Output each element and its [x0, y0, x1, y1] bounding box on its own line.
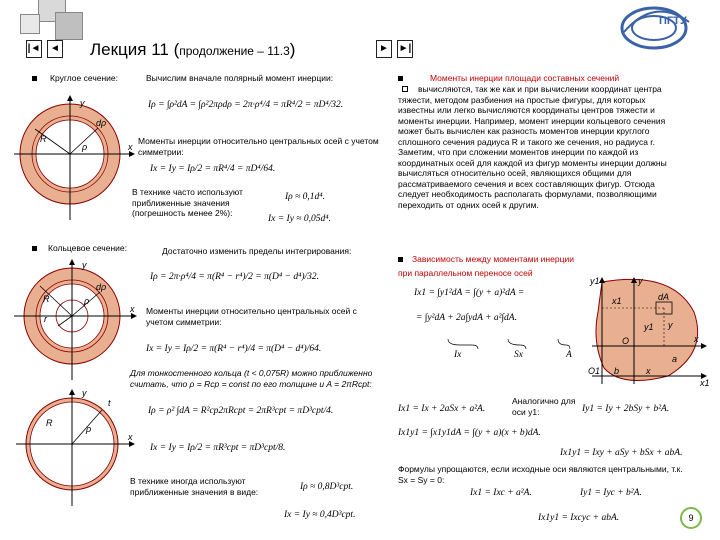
s2-intro-text: Достаточно изменить пределы интегрирования:	[162, 246, 352, 256]
s1-formula-polar: Iρ = ∫ρ²dA = ∫ρ²2πρdρ = 2π·ρ⁴/4 = πR⁴/2 = πD⁴/32.	[148, 100, 344, 110]
central-axes-note: Формулы упрощаются, если исходные оси являются центральными, т.к. Sx = Sy = 0:	[398, 464, 683, 485]
x1-axis-label: x1	[700, 378, 710, 388]
s2-note-thinwall: Для тонкостенного кольца (t < 0,075R) можно приближенно считать, что ρ = Rср = const по его толщине и A = 2πRсрt:	[130, 368, 373, 389]
corner-square	[20, 14, 40, 34]
s3-formula-approx-axial: Ix = Iy ≈ 0,4D³срt.	[284, 510, 356, 520]
s1-formula-approx-polar: Iρ ≈ 0,1d⁴.	[285, 192, 325, 202]
s1-formula-central: Ix = Iy = Iρ/2 = πR⁴/4 = πD⁴/64.	[150, 164, 276, 174]
y-axis-label: y	[638, 276, 643, 286]
x-axis-label: x	[128, 432, 133, 442]
origin-label: O	[622, 336, 630, 346]
x1-coord-label: x1	[612, 296, 622, 306]
y-axis-label: y	[82, 260, 87, 270]
nav-prev-button[interactable]: ◄	[47, 40, 63, 58]
nav-last-button[interactable]: ►|	[397, 40, 413, 58]
parallel-formula-ix1: Ix1 = Ix + 2aSx + a²A.	[398, 404, 486, 414]
central-formula-iy1: Iy1 = Iyc + b²A.	[580, 488, 642, 498]
s3-note-approx: В технике иногда используют приближенные значения в виде:	[130, 476, 259, 497]
underbrace	[446, 336, 582, 348]
parallel-formula-ix1y1-integral: Ix1y1 = ∫x1y1dA = ∫(y + a)(x + b)dA.	[398, 428, 541, 438]
central-formula-ix1y1: Ix1y1 = Ixcyc + abA.	[538, 513, 620, 523]
origin1-label: O1	[588, 366, 601, 376]
solid-circle-diagram	[10, 92, 138, 222]
drho-label: dρ	[96, 282, 107, 292]
under-label-a: A	[566, 350, 572, 360]
x-axis-label: x	[128, 142, 133, 152]
s2-note-central: Моменты инерции относительно центральных осей с учетом симметрии:	[146, 306, 357, 327]
s2-bullet-label: Кольцевое сечение:	[48, 243, 127, 253]
composite-paragraph: вычисляются, так же как и при вычислении координат центра тяжести, методом разбиения на простые фигуры, для которых известны или легко вычисляются координаты центров тяжести и моменты инерции. Например, момент инерции кольцевого сечения может быть вычислен как разность моментов инерции круглого сплошного сечения радиуса R и такого же сечения, но радиуса r. Заметим, что при сложении моментов инерции по каждой из координатных осей для каждой из фигур моменты инерции должны вычисляться относительно осей, являющихся общими для рассматриваемого сечения и всех составляющих фигур. Отсюда следует необходимость располагать формулами, позволяющими переходить от одних осей к другим.	[398, 84, 667, 210]
nav-first-button[interactable]: |◄	[26, 40, 42, 58]
y1-axis-label: y1	[590, 276, 600, 286]
thickness-label: t	[108, 398, 111, 408]
parallel-axes-subheading: при параллельном переносе осей	[398, 268, 533, 278]
s1-note-approx: В технике часто используют приближенные значения (погрешность менее 2%):	[132, 187, 243, 218]
s1-bullet-label: Круглое сечение:	[50, 73, 118, 83]
outer-radius-label: R	[43, 294, 50, 304]
s3-formula-approx-polar: Iρ ≈ 0,8D³срt.	[300, 482, 354, 492]
central-formula-ix1: Ix1 = Ixc + a²A.	[470, 488, 532, 498]
composite-heading: Моменты инерции площади составных сечений	[430, 73, 620, 83]
bullet	[32, 246, 37, 251]
page-title: Лекция 11 (продолжение – 11.3)	[90, 40, 296, 59]
parallel-axes-heading: Зависимость между моментами инерции	[412, 254, 574, 264]
radius-label: R	[46, 418, 53, 428]
x-axis-label: x	[130, 304, 135, 314]
y-axis-label: y	[82, 388, 87, 398]
radius-label: R	[40, 134, 47, 144]
page-number: 9	[688, 513, 694, 523]
ring-diagram	[10, 256, 140, 382]
s1-note-central: Моменты инерции относительно центральных осей с учетом симметрии:	[138, 136, 379, 157]
nav-next-button[interactable]: ►	[376, 40, 392, 58]
drho-label: dρ	[96, 118, 107, 128]
rho-label: ρ	[86, 424, 92, 434]
bullet	[398, 76, 403, 81]
x-axis-label: x	[694, 334, 699, 344]
university-logo	[614, 2, 704, 52]
rho-label: ρ	[82, 142, 88, 152]
logo-text: ПГТУ	[659, 15, 687, 27]
y-coord-label: y	[668, 320, 673, 330]
y-axis-label: y	[80, 98, 85, 108]
offset-b-label: b	[614, 366, 620, 376]
rho-label: ρ	[84, 296, 90, 306]
s1-formula-approx-axial: Ix = Iy ≈ 0,05d⁴.	[268, 214, 331, 224]
analog-note: Аналогично для оси y1:	[512, 396, 576, 417]
s1-intro-text: Вычислим вначале полярный момент инерции:	[146, 73, 334, 83]
s3-formula-polar: Iρ = ρ² ∫dA = R²ср2πRсрt = 2πR³срt = πD³срt/4.	[148, 406, 334, 416]
dA-label: dA	[658, 292, 670, 302]
s2-formula-central: Ix = Iy = Iρ/2 = π(R⁴ − r⁴)/4 = π(D⁴ − d⁴)/64.	[146, 344, 322, 354]
parallel-formula-ix1y1: Ix1y1 = Ixy + aSy + bSx + abA.	[560, 448, 683, 458]
page-number-badge	[680, 507, 702, 529]
parallel-formula-1: Ix1 = ∫y1²dA = ∫(y + a)²dA =	[414, 288, 525, 298]
s2-formula-polar: Iρ = 2π·ρ⁴/4 = π(R⁴ − r⁴)/2 = π(D⁴ − d⁴)/32.	[150, 272, 320, 282]
parallel-axes-diagram	[582, 272, 710, 390]
parallel-formula-iy1: Iy1 = Iy + 2bSy + b²A.	[582, 404, 670, 414]
y1-coord-label: y1	[644, 322, 654, 332]
corner-square	[55, 12, 83, 40]
bullet	[32, 76, 37, 81]
offset-a-label: a	[672, 354, 678, 364]
parallel-formula-2: = ∫y²dA + 2a∫ydA + a²∫dA.	[416, 313, 517, 323]
inner-radius-label: r	[44, 314, 47, 324]
under-label-ix: Ix	[454, 350, 462, 360]
thin-ring-diagram	[12, 386, 138, 508]
x-coord-label: x	[646, 366, 651, 376]
s3-formula-central: Ix = Iy = Iρ/2 = πR³срt = πD³срt/8.	[150, 443, 286, 453]
under-label-sx: Sx	[514, 350, 523, 360]
bullet	[398, 257, 403, 262]
